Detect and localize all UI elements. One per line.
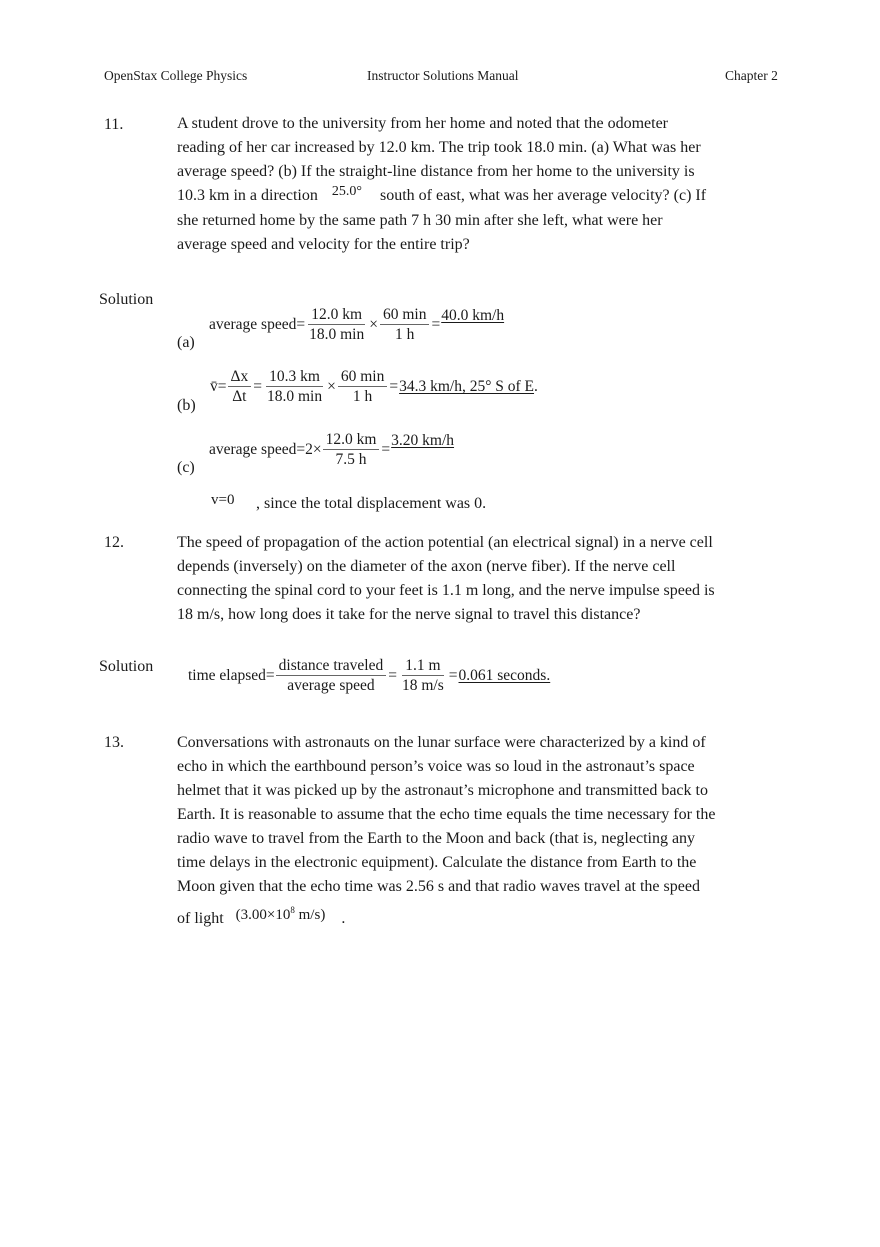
- answer-11a: 40.0 km/h: [441, 307, 505, 324]
- text-line: [177, 184, 777, 209]
- fraction: [323, 430, 380, 470]
- angle-math: 25.0°: [331, 184, 362, 199]
- numerator: 10.3 km: [266, 367, 323, 387]
- text-line: average speed? (b) If the straight-line distance from her home to the university is: [177, 163, 695, 180]
- text-line: Earth. It is reasonable to assume that the echo time equals the time necessary for the: [177, 806, 716, 823]
- equals-operator: =: [381, 441, 391, 458]
- equals-operator: =: [431, 316, 441, 333]
- numerator: 60 min: [338, 367, 388, 387]
- equation-11a: [209, 305, 504, 345]
- velocity-zero-math: v=0: [211, 492, 235, 508]
- fraction: [338, 367, 388, 407]
- math-unit: m/s): [294, 907, 326, 923]
- header-book-title: OpenStax College Physics: [104, 68, 248, 83]
- equation-lhs: average speed=: [209, 316, 306, 333]
- numerator: 12.0 km: [323, 430, 380, 450]
- answer-11c-speed: 3.20 km/h: [391, 432, 455, 449]
- denominator: 1 h: [352, 388, 373, 405]
- problem-11-text: [177, 112, 777, 257]
- equals-operator: =: [388, 667, 397, 684]
- equation-lhs: average speed=2×: [209, 441, 322, 458]
- problem-number: 12.: [104, 534, 124, 551]
- fraction: [380, 305, 430, 345]
- header-manual-title: Instructor Solutions Manual: [367, 68, 519, 83]
- text-line: she returned home by the same path 7 h 30 min after she left, what were her: [177, 212, 663, 229]
- answer-11c-velocity: , since the total displacement was 0.: [256, 495, 487, 512]
- math-exponent: 8: [290, 905, 295, 915]
- times-operator: ×: [369, 316, 378, 333]
- equation-lhs: v̄=: [210, 378, 227, 395]
- fraction: [399, 656, 447, 696]
- solution-label: Solution: [99, 658, 154, 675]
- text-line: Conversations with astronauts on the lunar surface were characterized by a kind of: [177, 734, 706, 751]
- part-label-a: (a): [177, 334, 195, 351]
- text-line: helmet that it was picked up by the astronaut’s microphone and transmitted back to: [177, 782, 708, 799]
- text-line: time delays in the electronic equipment). Calculate the distance from Earth to the: [177, 854, 697, 871]
- equals-operator: =: [448, 667, 458, 684]
- text-fragment: .: [341, 910, 346, 927]
- period: .: [534, 378, 538, 395]
- text-line: reading of her car increased by 12.0 km. The trip took 18.0 min. (a) What was her: [177, 139, 701, 156]
- equation-12: [188, 656, 550, 696]
- math-base: (3.00×10: [235, 907, 291, 923]
- text-fragment: 10.3 km in a direction: [177, 187, 318, 204]
- text-line: average speed and velocity for the entire trip?: [177, 236, 470, 253]
- speed-of-light-math: [236, 898, 326, 927]
- denominator: 7.5 h: [335, 451, 367, 468]
- part-label-b: (b): [177, 397, 196, 414]
- equation-lhs: time elapsed=: [188, 667, 275, 684]
- denominator: Δt: [232, 388, 247, 405]
- numerator: 1.1 m: [402, 656, 443, 676]
- answer-12: 0.061 seconds.: [458, 667, 551, 684]
- problem-12-text: [177, 531, 777, 627]
- fraction: [264, 367, 325, 407]
- text-line: 18 m/s, how long does it take for the nerve signal to travel this distance?: [177, 606, 641, 623]
- text-line: radio wave to travel from the Earth to the Moon and back (that is, neglecting any: [177, 830, 696, 847]
- equation-11b: [210, 367, 538, 407]
- numerator: 60 min: [380, 305, 430, 325]
- numerator: Δx: [228, 367, 252, 387]
- numerator: distance traveled: [276, 656, 387, 676]
- solution-label: Solution: [99, 291, 154, 308]
- times-operator: ×: [327, 378, 336, 395]
- denominator: 18 m/s: [401, 677, 444, 694]
- text-line: [177, 902, 777, 931]
- problem-13-text: [177, 731, 777, 931]
- denominator: average speed: [287, 677, 375, 694]
- text-line: Moon given that the echo time was 2.56 s and that radio waves travel at the speed: [177, 878, 700, 895]
- answer-11b: 34.3 km/h, 25° S of E: [399, 378, 535, 395]
- problem-number: 11.: [104, 116, 124, 133]
- header-chapter: Chapter 2: [725, 68, 778, 83]
- denominator: 1 h: [395, 326, 415, 343]
- fraction: [306, 305, 367, 345]
- text-line: A student drove to the university from her home and noted that the odometer: [177, 115, 668, 132]
- equation-11c: [209, 430, 454, 470]
- text-line: The speed of propagation of the action potential (an electrical signal) in a nerve cell: [177, 534, 713, 551]
- fraction: [228, 367, 252, 407]
- numerator: 12.0 km: [308, 305, 365, 325]
- text-fragment: of light: [177, 910, 224, 927]
- denominator: 18.0 min: [266, 388, 323, 405]
- problem-number: 13.: [104, 734, 124, 751]
- fraction: [276, 656, 387, 696]
- text-line: echo in which the earthbound person’s voice was so loud in the astronaut’s space: [177, 758, 695, 775]
- text-line: depends (inversely) on the diameter of the axon (nerve fiber). If the nerve cell: [177, 558, 676, 575]
- part-label-c: (c): [177, 459, 195, 476]
- denominator: 18.0 min: [309, 326, 365, 343]
- equals-operator: =: [389, 378, 399, 395]
- text-fragment: south of east, what was her average velocity? (c) If: [379, 187, 707, 204]
- text-line: connecting the spinal cord to your feet is 1.1 m long, and the nerve impulse speed is: [177, 582, 715, 599]
- equals-operator: =: [253, 378, 262, 395]
